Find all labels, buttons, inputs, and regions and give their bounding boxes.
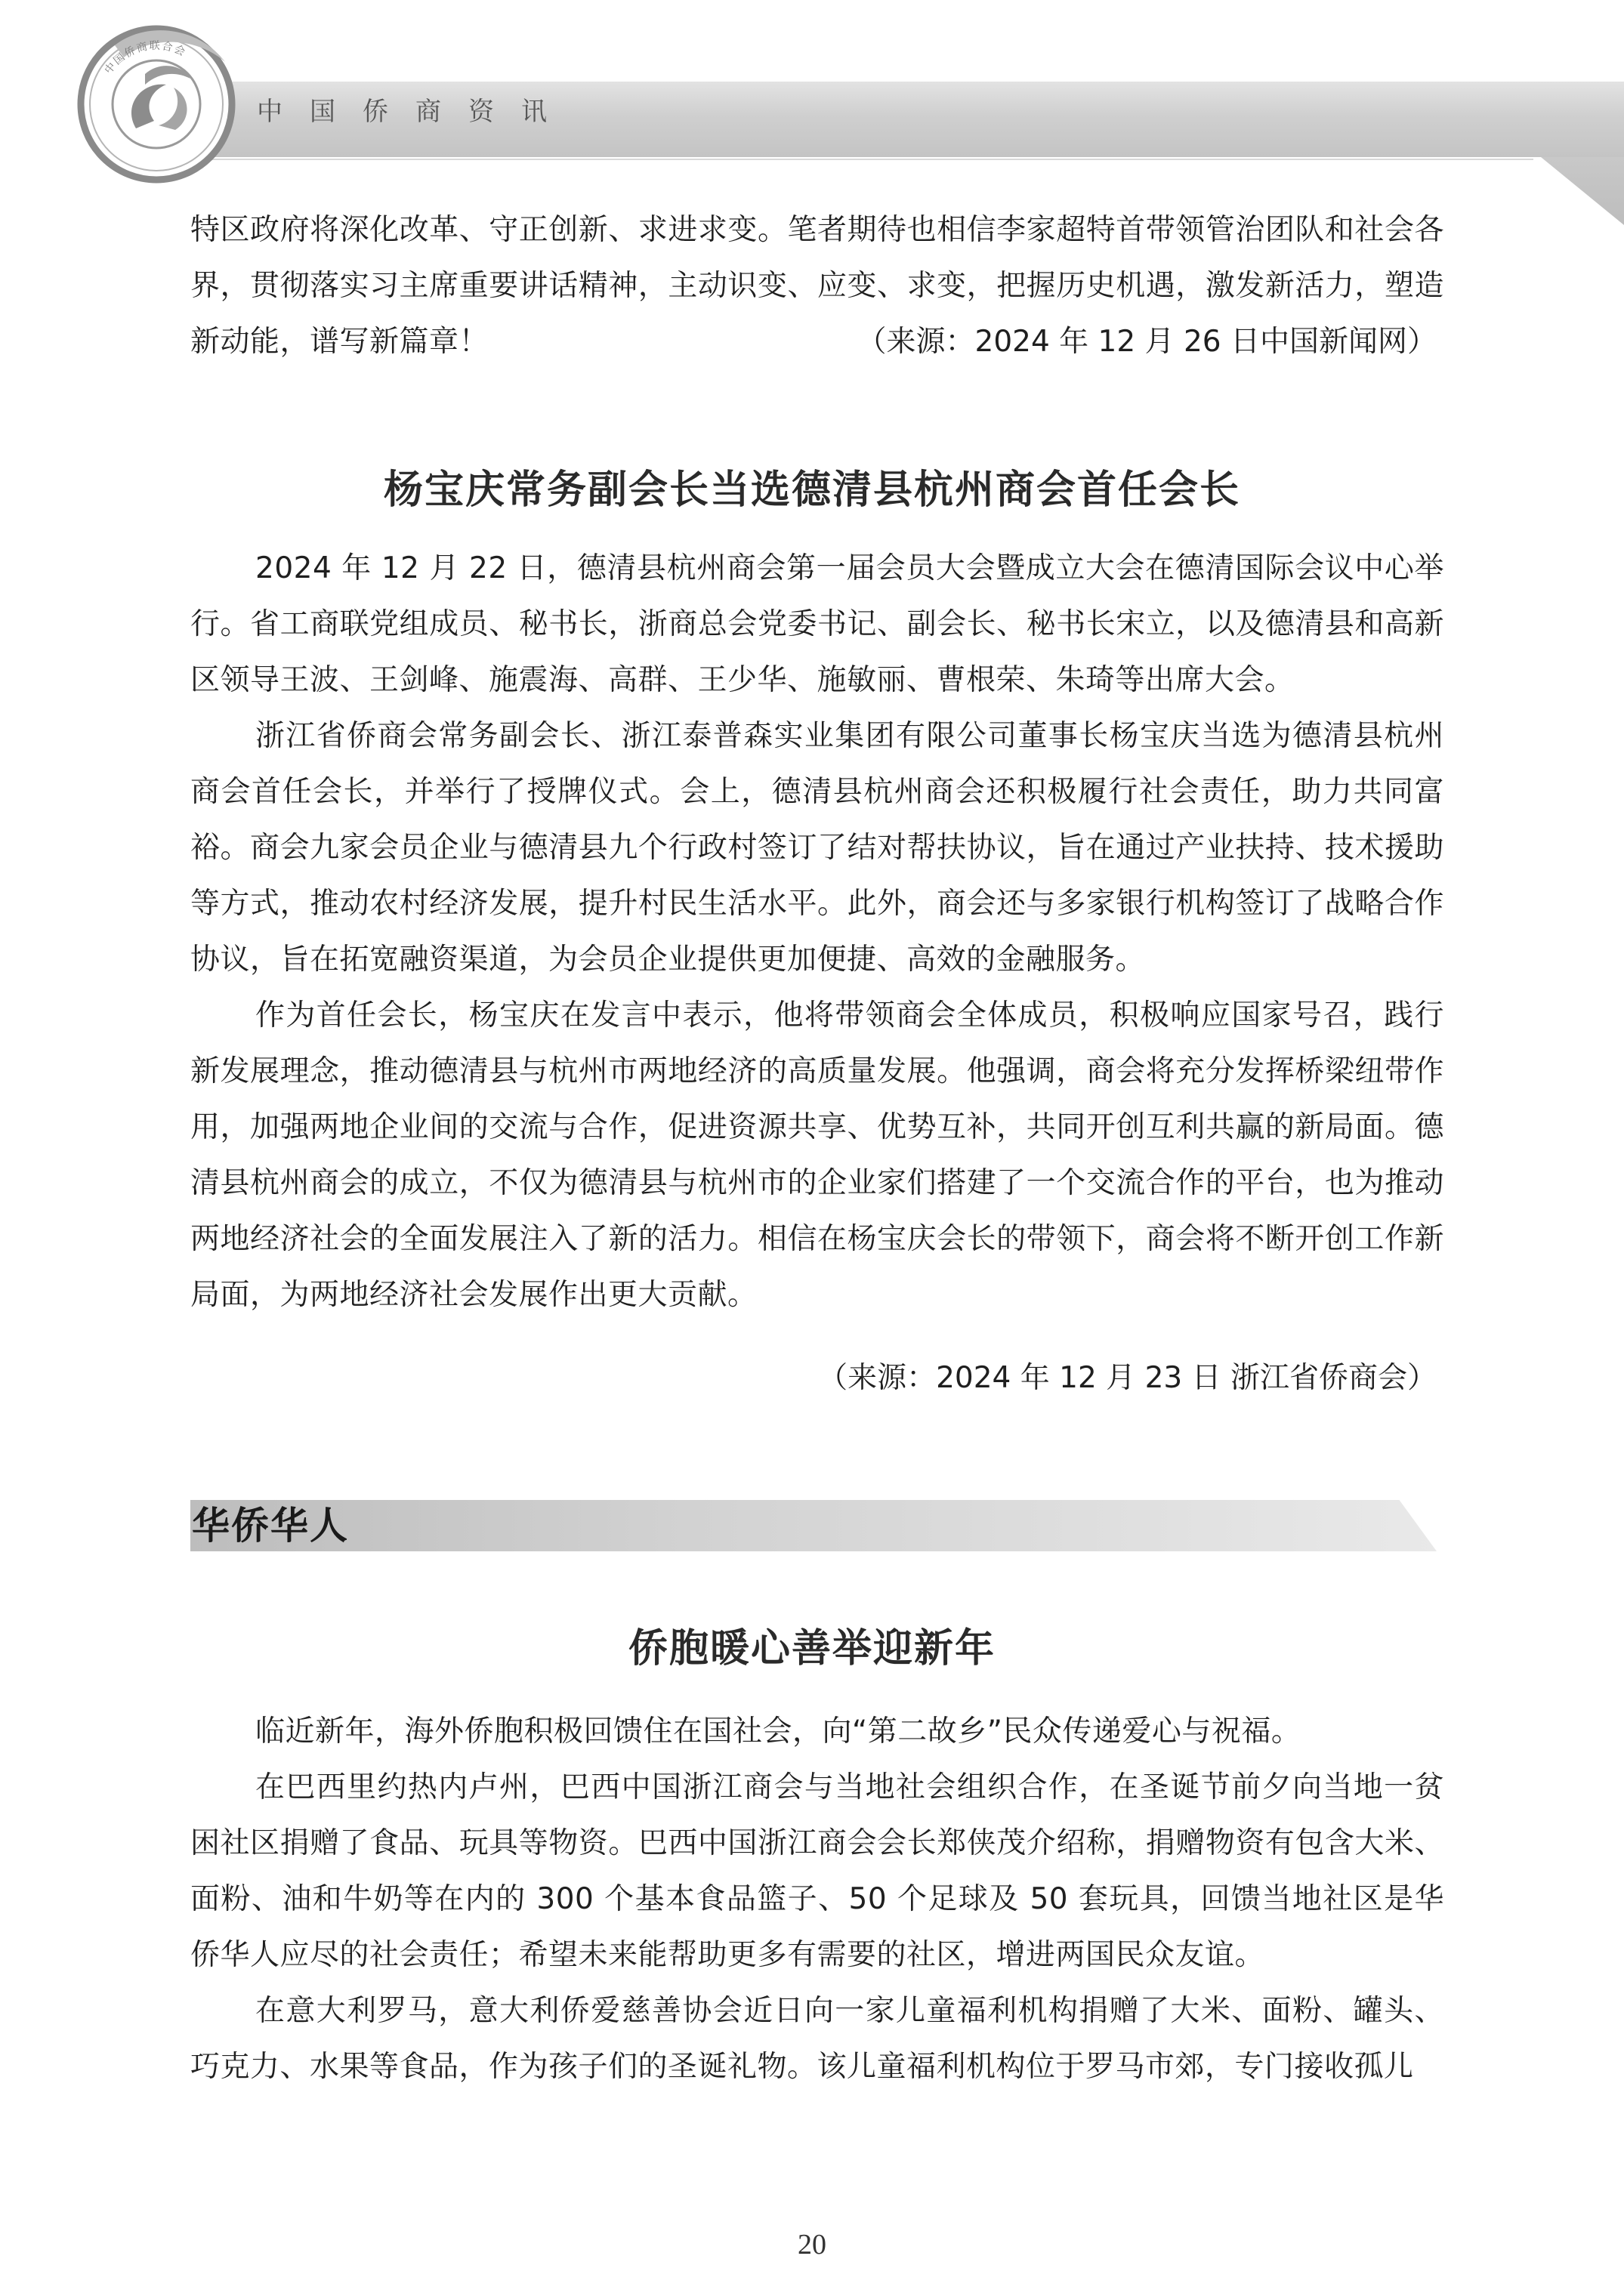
article3-paragraph-1: 临近新年，海外侨胞积极回馈住在国社会，向“第二故乡”民众传递爱心与祝福。 xyxy=(255,1714,1301,1748)
article3-title: 侨胞暖心善举迎新年 xyxy=(628,1626,996,1671)
article2-source: （来源：2024 年 12 月 23 日 浙江省侨商会） xyxy=(818,1361,1437,1395)
article2-paragraph-1: 2024 年 12 月 22 日，德清县杭州商会第一届会员大会暨成立大会在德清国际会议中心举行。省工商联党组成员、秘书长，浙商总会党委书记、副会长、秘书长宋立，以及德清县和高新区领导王波、王剑峰、施震海、高群、王少华、施敏丽、曹根荣、朱琦等出席大会。 xyxy=(190,551,1444,697)
header-title: 中国侨商资讯 xyxy=(257,97,574,127)
article1-source: （来源：2024 年 12 月 26 日中国新闻网） xyxy=(857,325,1437,359)
article2-paragraph-2: 浙江省侨商会常务副会长、浙江泰普森实业集团有限公司董事长杨宝庆当选为德清县杭州商会首任会长，并举行了授牌仪式。会上，德清县杭州商会还积极履行社会责任，助力共同富裕。商会九家会员企业与德清县九个行政村签订了结对帮扶协议，旨在通过产业扶持、技术援助等方式，推动农村经济发展，提升村民生活水平。此外，商会还与多家银行机构签订了战略合作协议，旨在拓宽融资渠道，为会员企业提供更加便捷、高效的金融服务。 xyxy=(190,719,1444,977)
logo-text: 中国侨商联合会 xyxy=(102,39,189,77)
header-rule xyxy=(174,159,1533,160)
article2-title: 杨宝庆常务副会长当选德清县杭州商会首任会长 xyxy=(383,468,1240,513)
article3-paragraph-2: 在巴西里约热内卢州，巴西中国浙江商会与当地社会组织合作，在圣诞节前夕向当地一贫困社区捐赠了食品、玩具等物资。巴西中国浙江商会会长郑侠茂介绍称，捐赠物资有包含大米、面粉、油和牛奶等在内的 300 个基本食品篮子、50 个足球及 50 套玩具，回馈当地社区是华侨华人应尽的社会责任；希望未来能帮助更多有需要的社区，增进两国民众友谊。 xyxy=(190,1770,1444,1972)
page-number: 20 xyxy=(798,2229,826,2261)
article1-tail-paragraph: 特区政府将深化改革、守正创新、求进求变。笔者期待也相信李家超特首带领管治团队和社会各界，贯彻落实习主席重要讲话精神，主动识变、应变、求变，把握历史机遇，激发新活力，塑造新动能，谱写新篇章！ xyxy=(190,213,1444,359)
section-title: 华侨华人 xyxy=(192,1503,349,1548)
article3-paragraph-3: 在意大利罗马，意大利侨爱慈善协会近日向一家儿童福利机构捐赠了大米、面粉、罐头、巧克力、水果等食品，作为孩子们的圣诞礼物。该儿童福利机构位于罗马市郊，专门接收孤儿 xyxy=(190,1994,1444,2084)
association-logo xyxy=(69,15,243,189)
section-bar xyxy=(190,1500,1437,1551)
article2-paragraph-3: 作为首任会长，杨宝庆在发言中表示，他将带领商会全体成员，积极响应国家号召，践行新发展理念，推动德清县与杭州市两地经济的高质量发展。他强调，商会将充分发挥桥梁纽带作用，加强两地企业间的交流与合作，促进资源共享、优势互补，共同开创互利共赢的新局面。德清县杭州商会的成立，不仅为德清县与杭州市的企业家们搭建了一个交流合作的平台，也为推动两地经济社会的全面发展注入了新的活力。相信在杨宝庆会长的带领下，商会将不断开创工作新局面，为两地经济社会发展作出更大贡献。 xyxy=(190,998,1444,1312)
